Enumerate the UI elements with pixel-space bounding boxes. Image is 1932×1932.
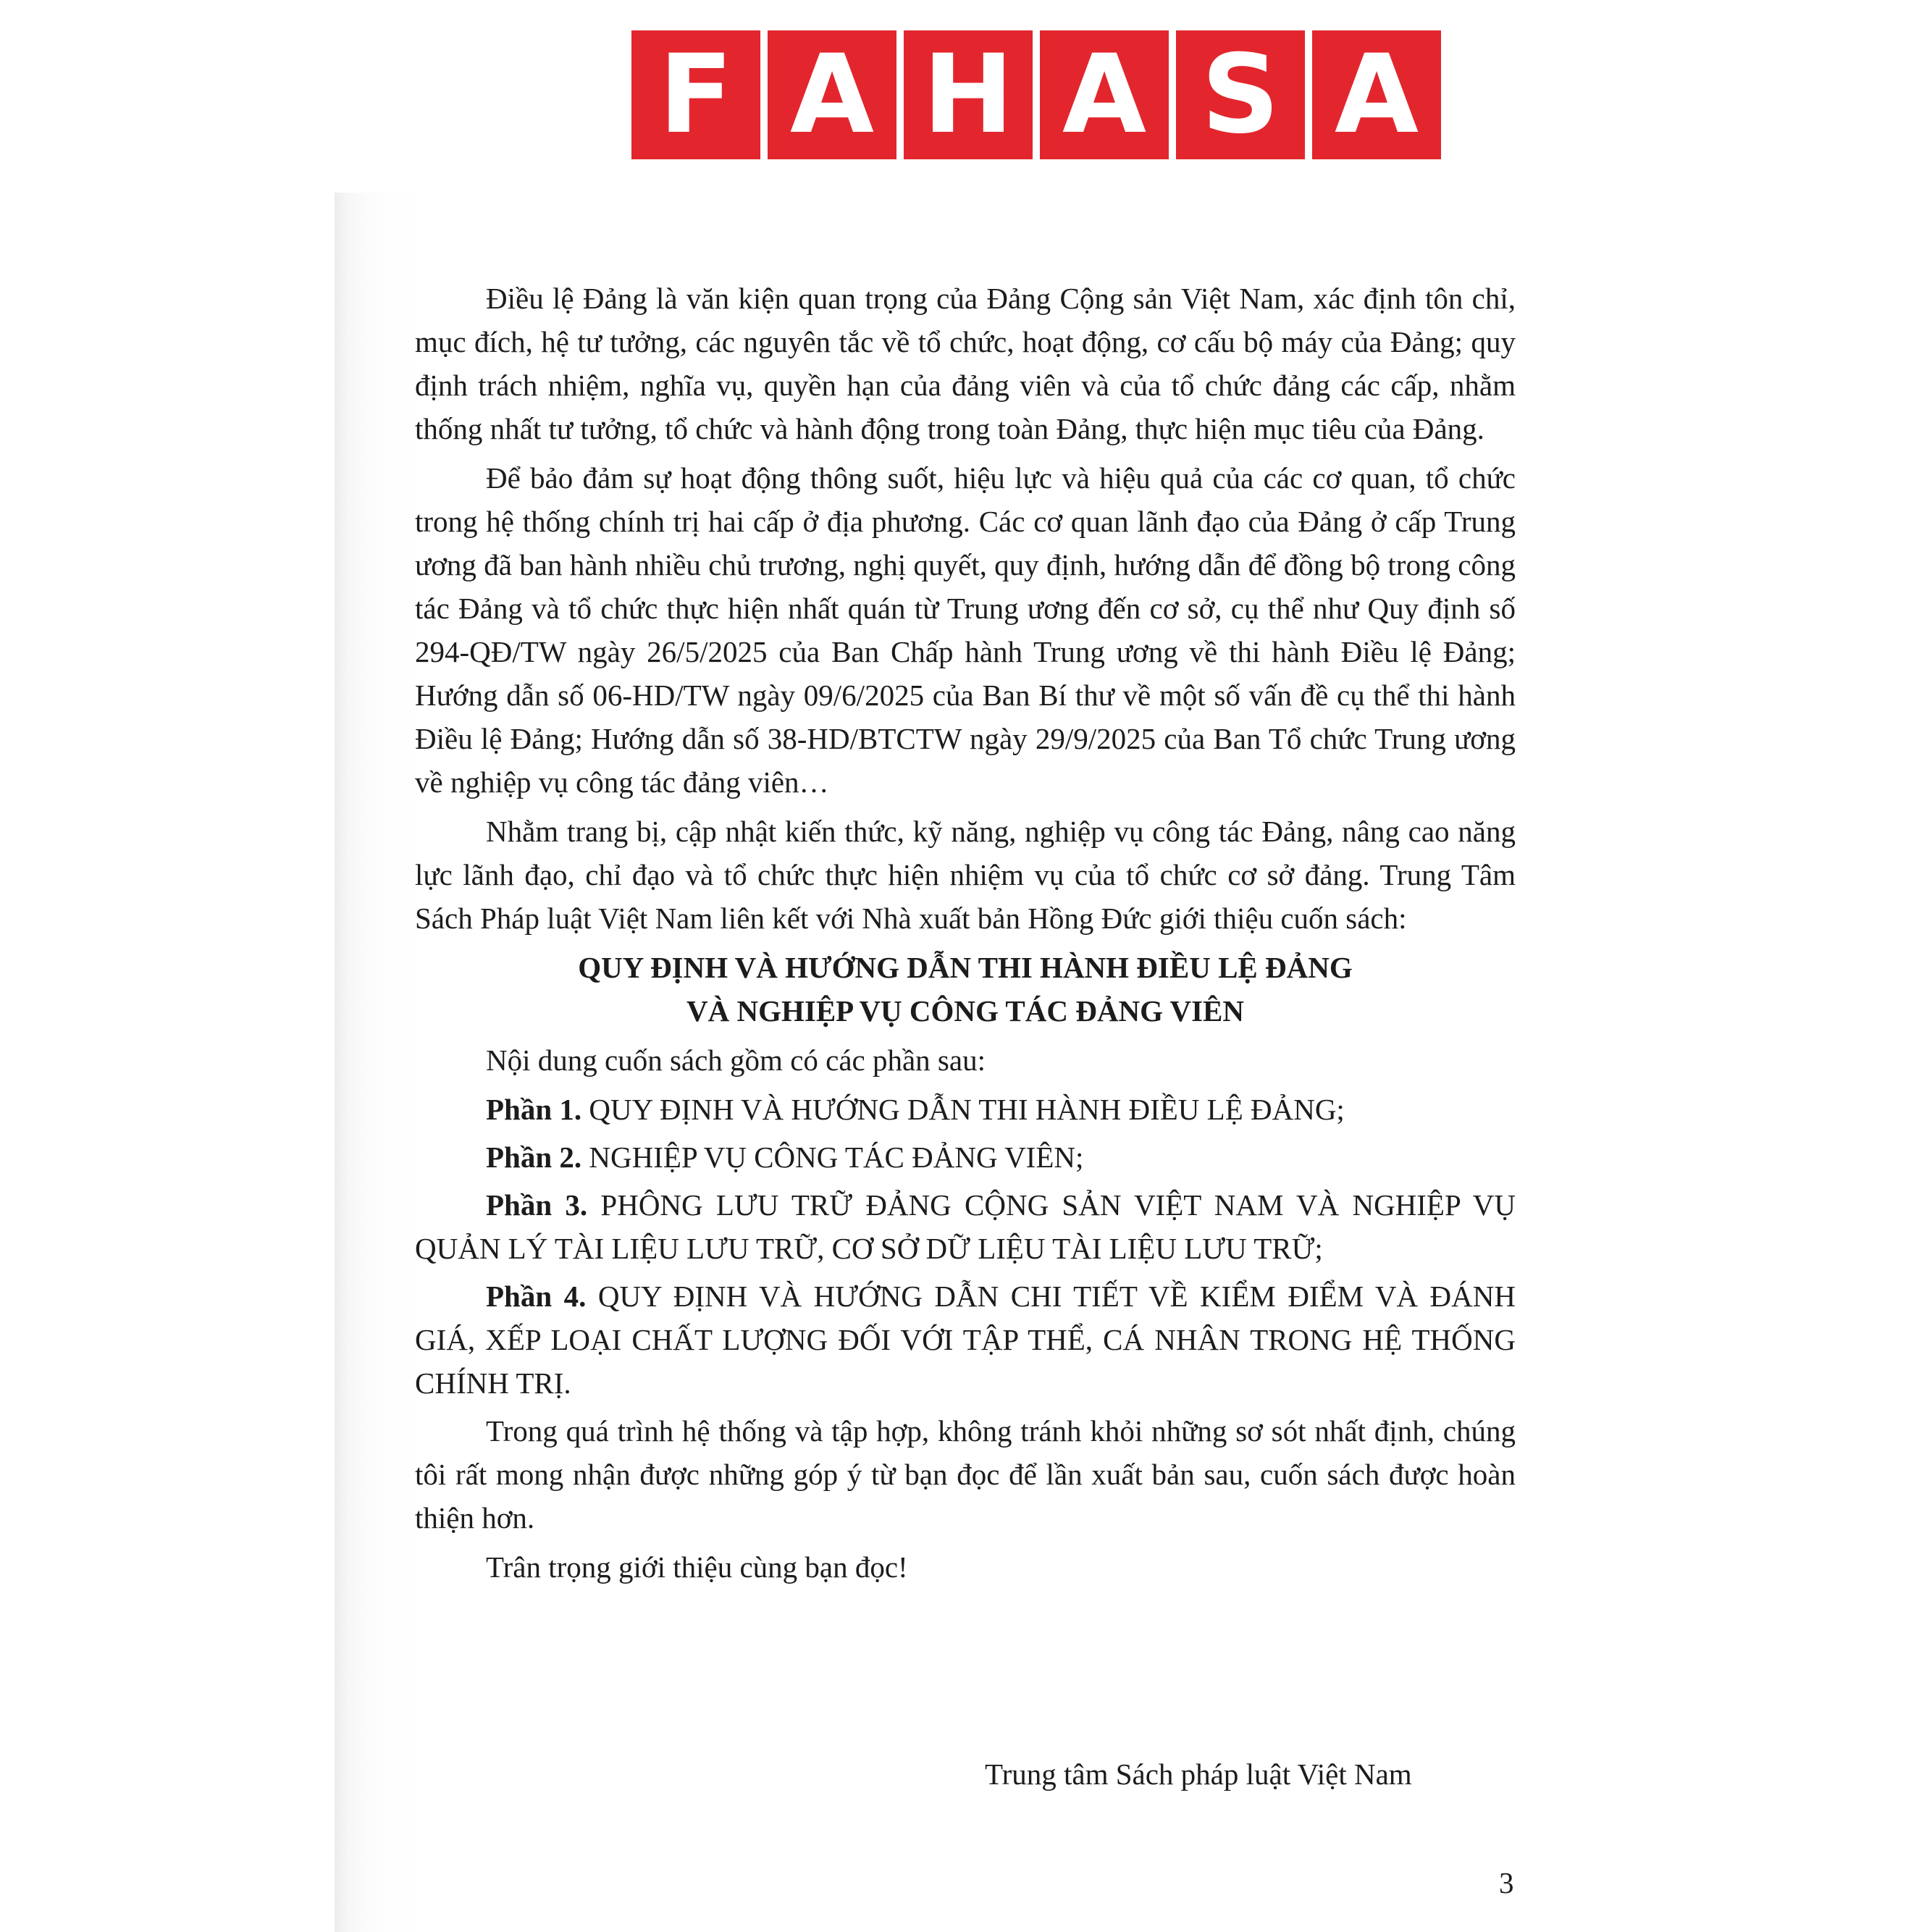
book-title-line: QUY ĐỊNH VÀ HƯỚNG DẪN THI HÀNH ĐIỀU LỆ ĐẢNG: [578, 951, 1353, 984]
logo-tile: [768, 30, 896, 159]
logo-letter: A: [1334, 32, 1419, 158]
logo-letter: F: [658, 32, 734, 158]
signature: Trung tâm Sách pháp luật Việt Nam: [985, 1757, 1412, 1791]
logo-tile: [1176, 30, 1305, 159]
preface-body: [415, 277, 1516, 1595]
part-item: [415, 1088, 1516, 1131]
part-label: Phần 2.: [486, 1141, 582, 1174]
page-number: 3: [1499, 1866, 1514, 1899]
part-label: Phần 3.: [486, 1188, 588, 1222]
logo-tile: [904, 30, 1033, 159]
contents-intro: Nội dung cuốn sách gồm có các phần sau:: [486, 1043, 986, 1077]
logo-letter: A: [789, 32, 875, 158]
paragraph: Nhằm trang bị, cập nhật kiến thức, kỹ năng, nghiệp vụ công tác Đảng, nâng cao năng lực lãnh đạo, chỉ đạo và tổ chức thực hiện nhiệm vụ của tổ chức cơ sở đảng. Trung Tâm Sách Pháp luật Việt Nam liên kết với Nhà xuất bản Hồng Đức giới thiệu cuốn sách:: [415, 815, 1516, 935]
book-title: [415, 946, 1516, 1033]
part-text: QUY ĐỊNH VÀ HƯỚNG DẪN THI HÀNH ĐIỀU LỆ ĐẢNG;: [589, 1093, 1345, 1126]
logo-letter: H: [923, 32, 1014, 158]
paragraph: Trong quá trình hệ thống và tập hợp, không tránh khỏi những sơ sót nhất định, chúng tôi rất mong nhận được những góp ý từ bạn đọc để lần xuất bản sau, cuốn sách được hoàn thiện hơn.: [415, 1414, 1516, 1534]
logo-tile: [1312, 30, 1441, 159]
logo-tile: [631, 30, 760, 159]
logo-letter: S: [1201, 32, 1280, 158]
fahasa-logo: [631, 30, 1441, 159]
part-item: [415, 1183, 1516, 1270]
paragraph: Điều lệ Đảng là văn kiện quan trọng của Đảng Cộng sản Việt Nam, xác định tôn chỉ, mục đích, hệ tư tưởng, các nguyên tắc về tổ chức, hoạt động, cơ cấu bộ máy của Đảng; quy định trách nhiệm, nghĩa vụ, quyền hạn của đảng viên và của tổ chức đảng các cấp, nhằm thống nhất tư tưởng, tổ chức và hành động trong toàn Đảng, thực hiện mục tiêu của Đảng.: [415, 282, 1516, 445]
paragraph: Trân trọng giới thiệu cùng bạn đọc!: [486, 1550, 908, 1584]
part-item: [415, 1135, 1516, 1179]
part-text: PHÔNG LƯU TRỮ ĐẢNG CỘNG SẢN VIỆT NAM VÀ NGHIỆP VỤ QUẢN LÝ TÀI LIỆU LƯU TRỮ, CƠ SỞ DỮ LIỆU TÀI LIỆU LƯU TRỮ;: [415, 1188, 1516, 1265]
logo-tile: [1040, 30, 1169, 159]
part-text: NGHIỆP VỤ CÔNG TÁC ĐẢNG VIÊN;: [589, 1141, 1084, 1174]
part-text: QUY ĐỊNH VÀ HƯỚNG DẪN CHI TIẾT VỀ KIỂM ĐIỂM VÀ ĐÁNH GIÁ, XẾP LOẠI CHẤT LƯỢNG ĐỐI VỚI TẬP THỂ, CÁ NHÂN TRONG HỆ THỐNG CHÍNH TRỊ.: [415, 1280, 1516, 1400]
part-item: [415, 1274, 1516, 1405]
logo-letter: A: [1062, 32, 1147, 158]
part-label: Phần 4.: [486, 1280, 587, 1313]
part-label: Phần 1.: [486, 1093, 582, 1126]
paragraph: Để bảo đảm sự hoạt động thông suốt, hiệu lực và hiệu quả của các cơ quan, tổ chức trong hệ thống chính trị hai cấp ở địa phương. Các cơ quan lãnh đạo của Đảng ở cấp Trung ương đã ban hành nhiều chủ trương, nghị quyết, quy định, hướng dẫn để đồng bộ trong công tác Đảng và tổ chức thực hiện nhất quán từ Trung ương đến cơ sở, cụ thể như Quy định số 294-QĐ/TW ngày 26/5/2025 của Ban Chấp hành Trung ương về thi hành Điều lệ Đảng; Hướng dẫn số 06-HD/TW ngày 09/6/2025 của Ban Bí thư về một số vấn đề cụ thể thi hành Điều lệ Đảng; Hướng dẫn số 38-HD/BTCTW ngày 29/9/2025 của Ban Tổ chức Trung ương về nghiệp vụ công tác đảng viên…: [415, 461, 1516, 799]
book-title-line: VÀ NGHIỆP VỤ CÔNG TÁC ĐẢNG VIÊN: [686, 994, 1244, 1028]
